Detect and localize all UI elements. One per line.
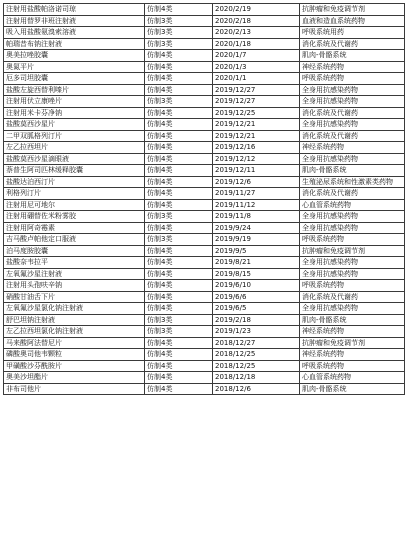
- therapeutic-category-cell[interactable]: 消化系统及代谢药: [300, 188, 405, 200]
- therapeutic-category-cell[interactable]: 呼吸系统药物: [300, 280, 405, 292]
- therapeutic-category-cell[interactable]: 心血管系统药物: [300, 372, 405, 384]
- approval-date-cell[interactable]: 2019/9/24: [213, 222, 300, 234]
- approval-date-cell[interactable]: 2019/11/27: [213, 188, 300, 200]
- table-row: [4, 245, 405, 257]
- approval-date-cell[interactable]: 2019/11/12: [213, 199, 300, 211]
- drug-name-cell[interactable]: 盐酸莫西沙星片: [4, 119, 145, 131]
- table-row: [4, 314, 405, 326]
- registration-class-cell[interactable]: 仿制4类: [145, 280, 213, 292]
- approval-date-cell[interactable]: 2019/6/10: [213, 280, 300, 292]
- approval-date-cell[interactable]: 2019/12/6: [213, 176, 300, 188]
- drug-name-cell[interactable]: 注射用硼替佐米粉雾胶: [4, 211, 145, 223]
- therapeutic-category-cell[interactable]: 全身用抗感染药物: [300, 303, 405, 315]
- table-row: [4, 268, 405, 280]
- registration-class-cell[interactable]: 仿制4类: [145, 130, 213, 142]
- drug-name-cell[interactable]: 奥美拉唑胶囊: [4, 50, 145, 62]
- registration-class-cell[interactable]: 仿制3类: [145, 15, 213, 27]
- drug-name-cell[interactable]: 盐酸达泊西汀片: [4, 176, 145, 188]
- drug-name-cell[interactable]: 帕瑞昔布钠注射液: [4, 38, 145, 50]
- registration-class-cell[interactable]: 仿制4类: [145, 84, 213, 96]
- drug-name-cell[interactable]: 注射用尼可地尔: [4, 199, 145, 211]
- table-row: [4, 15, 405, 27]
- drug-name-cell[interactable]: 奥氮平片: [4, 61, 145, 73]
- table-row: [4, 38, 405, 50]
- therapeutic-category-cell[interactable]: 呼吸系统用药: [300, 27, 405, 39]
- drug-name-cell[interactable]: 左乙拉西坦氯化钠注射液: [4, 326, 145, 338]
- registration-class-cell[interactable]: 仿制4类: [145, 188, 213, 200]
- table-row: [4, 153, 405, 165]
- registration-class-cell[interactable]: 仿制4类: [145, 176, 213, 188]
- therapeutic-category-cell[interactable]: 神经系统药物: [300, 61, 405, 73]
- registration-class-cell[interactable]: 仿制4类: [145, 61, 213, 73]
- therapeutic-category-cell[interactable]: 神经系统药物: [300, 349, 405, 361]
- therapeutic-category-cell[interactable]: 消化系统及代谢药: [300, 291, 405, 303]
- registration-class-cell[interactable]: 仿制3类: [145, 211, 213, 223]
- therapeutic-category-cell[interactable]: 消化系统及代谢药: [300, 130, 405, 142]
- table-row: [4, 349, 405, 361]
- approval-date-cell[interactable]: 2020/1/18: [213, 38, 300, 50]
- approval-date-cell[interactable]: 2020/2/19: [213, 4, 300, 16]
- therapeutic-category-cell[interactable]: 消化系统及代谢药: [300, 38, 405, 50]
- registration-class-cell[interactable]: 仿制4类: [145, 165, 213, 177]
- approval-date-cell[interactable]: 2019/6/6: [213, 291, 300, 303]
- approval-date-cell[interactable]: 2019/12/12: [213, 153, 300, 165]
- registration-class-cell[interactable]: 仿制4类: [145, 268, 213, 280]
- drug-name-cell[interactable]: 甲磺酸沙芬酰胺片: [4, 360, 145, 372]
- registration-class-cell[interactable]: 仿制4类: [145, 153, 213, 165]
- table-row: [4, 337, 405, 349]
- registration-class-cell[interactable]: 仿制4类: [145, 50, 213, 62]
- drug-name-cell[interactable]: 注射用米卡芬净钠: [4, 107, 145, 119]
- drug-name-cell[interactable]: 泊马度胺胶囊: [4, 245, 145, 257]
- registration-class-cell[interactable]: 仿制4类: [145, 257, 213, 269]
- table-row: [4, 73, 405, 85]
- therapeutic-category-cell[interactable]: 全身用抗感染药物: [300, 153, 405, 165]
- therapeutic-category-cell[interactable]: 全身用抗感染药物: [300, 222, 405, 234]
- therapeutic-category-cell[interactable]: 抗肿瘤和免疫调节剂: [300, 4, 405, 16]
- registration-class-cell[interactable]: 仿制4类: [145, 199, 213, 211]
- table-row: [4, 383, 405, 395]
- registration-class-cell[interactable]: 仿制4类: [145, 383, 213, 395]
- approval-date-cell[interactable]: 2019/12/21: [213, 130, 300, 142]
- drug-name-cell[interactable]: 萘普生阿司匹林缓释胶囊: [4, 165, 145, 177]
- registration-class-cell[interactable]: 仿制3类: [145, 314, 213, 326]
- registration-class-cell[interactable]: 仿制4类: [145, 73, 213, 85]
- table-row: [4, 107, 405, 119]
- therapeutic-category-cell[interactable]: 全身用抗感染药物: [300, 84, 405, 96]
- approval-date-cell[interactable]: 2020/1/1: [213, 73, 300, 85]
- spreadsheet-table: [3, 3, 405, 395]
- therapeutic-category-cell[interactable]: 心血管系统药物: [300, 199, 405, 211]
- approval-date-cell[interactable]: 2020/2/18: [213, 15, 300, 27]
- table-row: [4, 4, 405, 16]
- approval-date-cell[interactable]: 2019/9/19: [213, 234, 300, 246]
- registration-class-cell[interactable]: 仿制4类: [145, 291, 213, 303]
- approval-date-cell[interactable]: 2019/8/21: [213, 257, 300, 269]
- drug-name-cell[interactable]: 厄多司坦胶囊: [4, 73, 145, 85]
- therapeutic-category-cell[interactable]: 生殖泌尿系统和性激素类药物: [300, 176, 405, 188]
- drug-name-cell[interactable]: 二甲双胍格列汀片: [4, 130, 145, 142]
- table-row: [4, 199, 405, 211]
- drug-name-cell[interactable]: 吉马酸卢帕他定口服液: [4, 234, 145, 246]
- approval-date-cell[interactable]: 2018/12/6: [213, 383, 300, 395]
- registration-class-cell[interactable]: 仿制3类: [145, 96, 213, 108]
- approval-date-cell[interactable]: 2019/12/21: [213, 119, 300, 131]
- table-row: [4, 96, 405, 108]
- table-row: [4, 165, 405, 177]
- registration-class-cell[interactable]: 仿制4类: [145, 245, 213, 257]
- approval-date-cell[interactable]: 2020/1/3: [213, 61, 300, 73]
- table-row: [4, 291, 405, 303]
- table-row: [4, 176, 405, 188]
- therapeutic-category-cell[interactable]: 全身用抗感染药物: [300, 96, 405, 108]
- drug-name-cell[interactable]: 注射用盐酸帕洛诺司琼: [4, 4, 145, 16]
- drug-name-cell[interactable]: 非布司他片: [4, 383, 145, 395]
- drug-name-cell[interactable]: 吸入用盐酸氨溴索溶液: [4, 27, 145, 39]
- drug-name-cell[interactable]: 硝酸甘油舌下片: [4, 291, 145, 303]
- table-body: [4, 4, 405, 395]
- table-row: [4, 257, 405, 269]
- approval-date-cell[interactable]: 2019/12/25: [213, 107, 300, 119]
- drug-name-cell[interactable]: 磷酸奥司他韦颗粒: [4, 349, 145, 361]
- approval-date-cell[interactable]: 2018/12/18: [213, 372, 300, 384]
- therapeutic-category-cell[interactable]: 肌肉-骨骼系统: [300, 50, 405, 62]
- registration-class-cell[interactable]: 仿制3类: [145, 234, 213, 246]
- therapeutic-category-cell[interactable]: 呼吸系统药物: [300, 234, 405, 246]
- approval-date-cell[interactable]: 2019/12/16: [213, 142, 300, 154]
- drug-name-cell[interactable]: 左乙拉西坦片: [4, 142, 145, 154]
- approval-date-cell[interactable]: 2018/12/25: [213, 360, 300, 372]
- approval-date-cell[interactable]: 2019/12/27: [213, 84, 300, 96]
- registration-class-cell[interactable]: 仿制4类: [145, 349, 213, 361]
- drug-name-cell[interactable]: 盐酸莫西沙星滴眼液: [4, 153, 145, 165]
- therapeutic-category-cell[interactable]: 神经系统药物: [300, 326, 405, 338]
- approval-date-cell[interactable]: 2020/2/13: [213, 27, 300, 39]
- drug-name-cell[interactable]: 舒巴坦钠注射液: [4, 314, 145, 326]
- therapeutic-category-cell[interactable]: 抗肿瘤和免疫调节剂: [300, 245, 405, 257]
- table-row: [4, 222, 405, 234]
- therapeutic-category-cell[interactable]: 肌肉-骨骼系统: [300, 314, 405, 326]
- therapeutic-category-cell[interactable]: 全身用抗感染药物: [300, 268, 405, 280]
- registration-class-cell[interactable]: 仿制4类: [145, 337, 213, 349]
- registration-class-cell[interactable]: 仿制4类: [145, 360, 213, 372]
- registration-class-cell[interactable]: 仿制4类: [145, 4, 213, 16]
- table-row: [4, 27, 405, 39]
- table-row: [4, 61, 405, 73]
- registration-class-cell[interactable]: 仿制4类: [145, 142, 213, 154]
- therapeutic-category-cell[interactable]: 呼吸系统药物: [300, 73, 405, 85]
- therapeutic-category-cell[interactable]: 全身用抗感染药物: [300, 119, 405, 131]
- drug-name-cell[interactable]: 左氧氟沙星氯化钠注射液: [4, 303, 145, 315]
- registration-class-cell[interactable]: 仿制3类: [145, 38, 213, 50]
- registration-class-cell[interactable]: 仿制4类: [145, 119, 213, 131]
- table-row: [4, 211, 405, 223]
- table-row: [4, 280, 405, 292]
- table-row: [4, 303, 405, 315]
- table-row: [4, 234, 405, 246]
- approval-date-cell[interactable]: 2019/1/23: [213, 326, 300, 338]
- table-row: [4, 360, 405, 372]
- approval-date-cell[interactable]: 2020/1/7: [213, 50, 300, 62]
- drug-name-cell[interactable]: 注射用头孢呋辛钠: [4, 280, 145, 292]
- drug-name-cell[interactable]: 注射用伏立康唑片: [4, 96, 145, 108]
- registration-class-cell[interactable]: 仿制3类: [145, 326, 213, 338]
- therapeutic-category-cell[interactable]: 肌肉-骨骼系统: [300, 165, 405, 177]
- registration-class-cell[interactable]: 仿制4类: [145, 107, 213, 119]
- approval-date-cell[interactable]: 2018/12/27: [213, 337, 300, 349]
- drug-name-cell[interactable]: 盐酸左旋西替利嗪片: [4, 84, 145, 96]
- therapeutic-category-cell[interactable]: 全身用抗感染药物: [300, 257, 405, 269]
- drug-name-cell[interactable]: 注射用阿奇霉素: [4, 222, 145, 234]
- registration-class-cell[interactable]: 仿制4类: [145, 372, 213, 384]
- table-row: [4, 119, 405, 131]
- table-row: [4, 326, 405, 338]
- table-row: [4, 372, 405, 384]
- approval-date-cell[interactable]: 2019/6/5: [213, 303, 300, 315]
- therapeutic-category-cell[interactable]: 肌肉-骨骼系统: [300, 383, 405, 395]
- table-row: [4, 142, 405, 154]
- table-row: [4, 188, 405, 200]
- drug-name-cell[interactable]: 马来酸阿法替尼片: [4, 337, 145, 349]
- approval-date-cell[interactable]: 2019/12/11: [213, 165, 300, 177]
- therapeutic-category-cell[interactable]: 全身用抗感染药物: [300, 211, 405, 223]
- therapeutic-category-cell[interactable]: 呼吸系统药物: [300, 360, 405, 372]
- drug-name-cell[interactable]: 注射用替罗非班注射液: [4, 15, 145, 27]
- drug-name-cell[interactable]: 奥美沙坦酯片: [4, 372, 145, 384]
- approval-date-cell[interactable]: 2019/8/15: [213, 268, 300, 280]
- approval-date-cell[interactable]: 2019/2/18: [213, 314, 300, 326]
- approval-date-cell[interactable]: 2019/12/27: [213, 96, 300, 108]
- table-row: [4, 50, 405, 62]
- therapeutic-category-cell[interactable]: 血液和造血系统药物: [300, 15, 405, 27]
- therapeutic-category-cell[interactable]: 神经系统药物: [300, 142, 405, 154]
- therapeutic-category-cell[interactable]: 抗肿瘤和免疫调节剂: [300, 337, 405, 349]
- drug-name-cell[interactable]: 盐酸奈韦拉平: [4, 257, 145, 269]
- approval-date-cell[interactable]: 2018/12/25: [213, 349, 300, 361]
- drug-name-cell[interactable]: 左氧氟沙星注射液: [4, 268, 145, 280]
- registration-class-cell[interactable]: 仿制3类: [145, 27, 213, 39]
- therapeutic-category-cell[interactable]: 消化系统及代谢药: [300, 107, 405, 119]
- approval-date-cell[interactable]: 2019/9/5: [213, 245, 300, 257]
- registration-class-cell[interactable]: 仿制4类: [145, 222, 213, 234]
- table-row: [4, 130, 405, 142]
- table-row: [4, 84, 405, 96]
- registration-class-cell[interactable]: 仿制4类: [145, 303, 213, 315]
- approval-date-cell[interactable]: 2019/11/8: [213, 211, 300, 223]
- drug-name-cell[interactable]: 利格列汀片: [4, 188, 145, 200]
